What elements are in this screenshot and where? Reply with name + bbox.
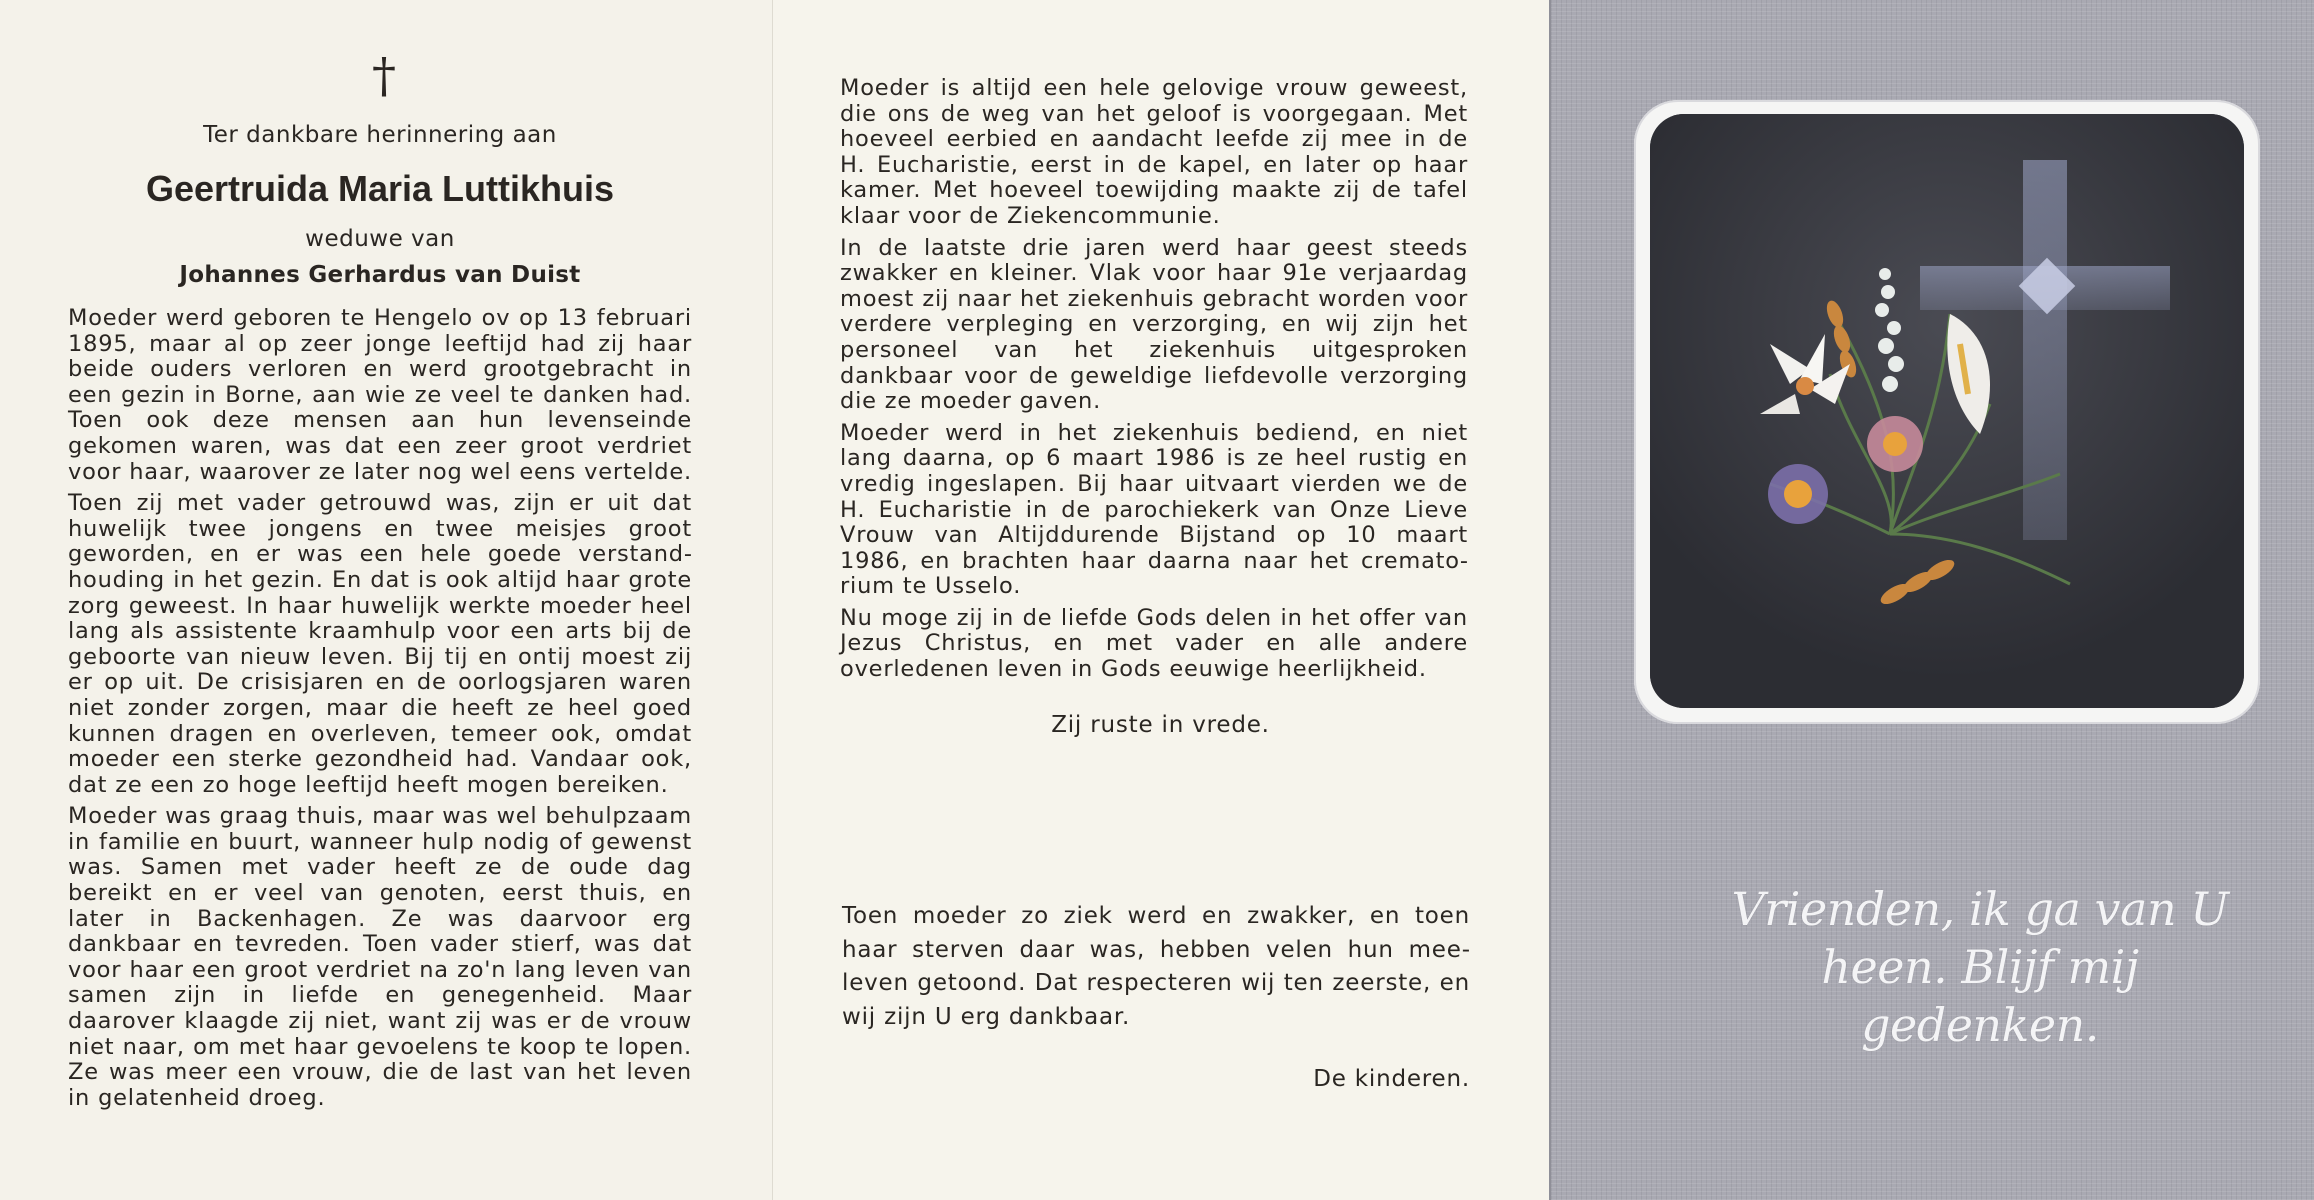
deceased-name: Geertruida Maria Luttikhuis [145,168,615,209]
left-panel [0,0,772,1200]
signature: De kinderen. [1313,1066,1470,1092]
illustration-svg [1650,114,2244,708]
cross-flowers-illustration [1650,114,2244,708]
paragraph: Nu moge zij in de liefde Gods delen in het offer van Jezus Christus, en met vader en alle andere overledenen leven in Gods eeuwige heerlijkheid. [840,604,1468,683]
husband-name: Johannes Gerhardus van Duist [179,262,581,288]
widow-of-line: weduwe van [305,226,455,252]
rest-in-peace: Zij ruste in vrede. [1051,712,1270,738]
thanks-paragraph: Toen moeder zo ziek werd en zwakker, en toen haar sterven daar was, hebben velen hun meeleven getoond. Dat respecteren wij ten zeerste, en wij zijn U erg dankbaar. [842,903,1470,1030]
verse-line: heen. Blijf mij gedenken. [1821,940,2139,1052]
cover-verse [1700,880,2260,1054]
verse-line: Vrienden, ik ga van U [1731,882,2229,936]
paragraph: In de laatste drie jaren werd haar geest steeds zwakker en kleiner. Vlak voor haar 91e verjaardag moest zij naar het ziekenhuis gebracht worden voor verdere verpleging en verzorging, en wij zijn het personeel van het ziekenhuis uitgesproken dankbaar voor de geweldige liefdevolle verzorging die ze moeder gaven. [840,234,1468,415]
faith-text [840,76,1468,689]
cross-symbol: † [372,48,396,104]
paragraph: Moeder werd in het ziekenhuis bediend, en niet lang daarna, op 6 maart 1986 is ze heel rustig en vredig ingeslapen. Bij haar uitvaart vierden we de H. Eucharistie in de parochiekerk van Onze Lieve Vrouw van Altijddurende Bijstand op 10 maart 1986, en brachten haar daarna naar het crematorium te Usselo. [840,419,1468,600]
paragraph: Moeder is altijd een hele gelovige vrouw geweest, die ons de weg van het geloof is voorgegaan. Met hoeveel eerbied en aandacht leefde zij mee in de H. Eucharistie, eerst in de kapel, en later op haar kamer. Met hoeveel toewijding maakte zij de tafel klaar voor de Ziekencommunie. [840,75,1468,229]
intro-line: Ter dankbare herinnering aan [203,122,557,148]
paragraph: Toen zij met vader getrouwd was, zijn er uit dat huwelijk twee jongens en twee meisjes groot geworden, en er was een hele goede verstandhouding in het gezin. En dat is ook altijd haar grote zorg geweest. In haar huwelijk werkte moeder heel lang als assistente kraamhulp voor een arts bij de geboorte van nieuw leven. Bij tij en ontij moest zij er op uit. De crisisjaren en de oorlogsjaren waren niet zonder zorgen, maar die heeft ze heel goed kunnen dragen en overleven, temeer ook, omdat moeder een sterke gezondheid had. Vandaar ook, dat ze een zo hoge leeftijd heeft mogen bereiken. [68,490,692,798]
background [1650,114,2244,708]
paragraph: Moeder werd geboren te Hengelo ov op 13 februari 1895, maar al op zeer jonge leeftijd had zij haar beide ouders verloren en werd grootgebracht in een gezin in Borne, aan wie ze veel te danken had. Toen ook deze mensen aan hun levenseinde gekomen waren, was dat een zeer groot verdriet voor haar, waarover ze later nog wel eens vertelde. [68,305,692,485]
paragraph: Moeder was graag thuis, maar was wel behulpzaam in familie en buurt, wanneer hulp nodig of gewenst was. Samen met vader heeft ze de oude dag bereikt en er veel van genoten, eerst thuis, en later in Backenhagen. Ze was daarvoor erg dankbaar en tevreden. Toen vader stierf, was dat voor haar een groot verdriet na zo'n lang leven van samen zijn in liefde en genegenheid. Maar daarover klaagde zij niet, want zij was er de vrouw niet naar, om met haar gevoelens te koop te lopen. Ze was meer een vrouw, die de last van het leven in gelatenheid droeg. [68,803,692,1111]
biography-text [68,306,692,1117]
thanks-text [842,900,1470,1034]
